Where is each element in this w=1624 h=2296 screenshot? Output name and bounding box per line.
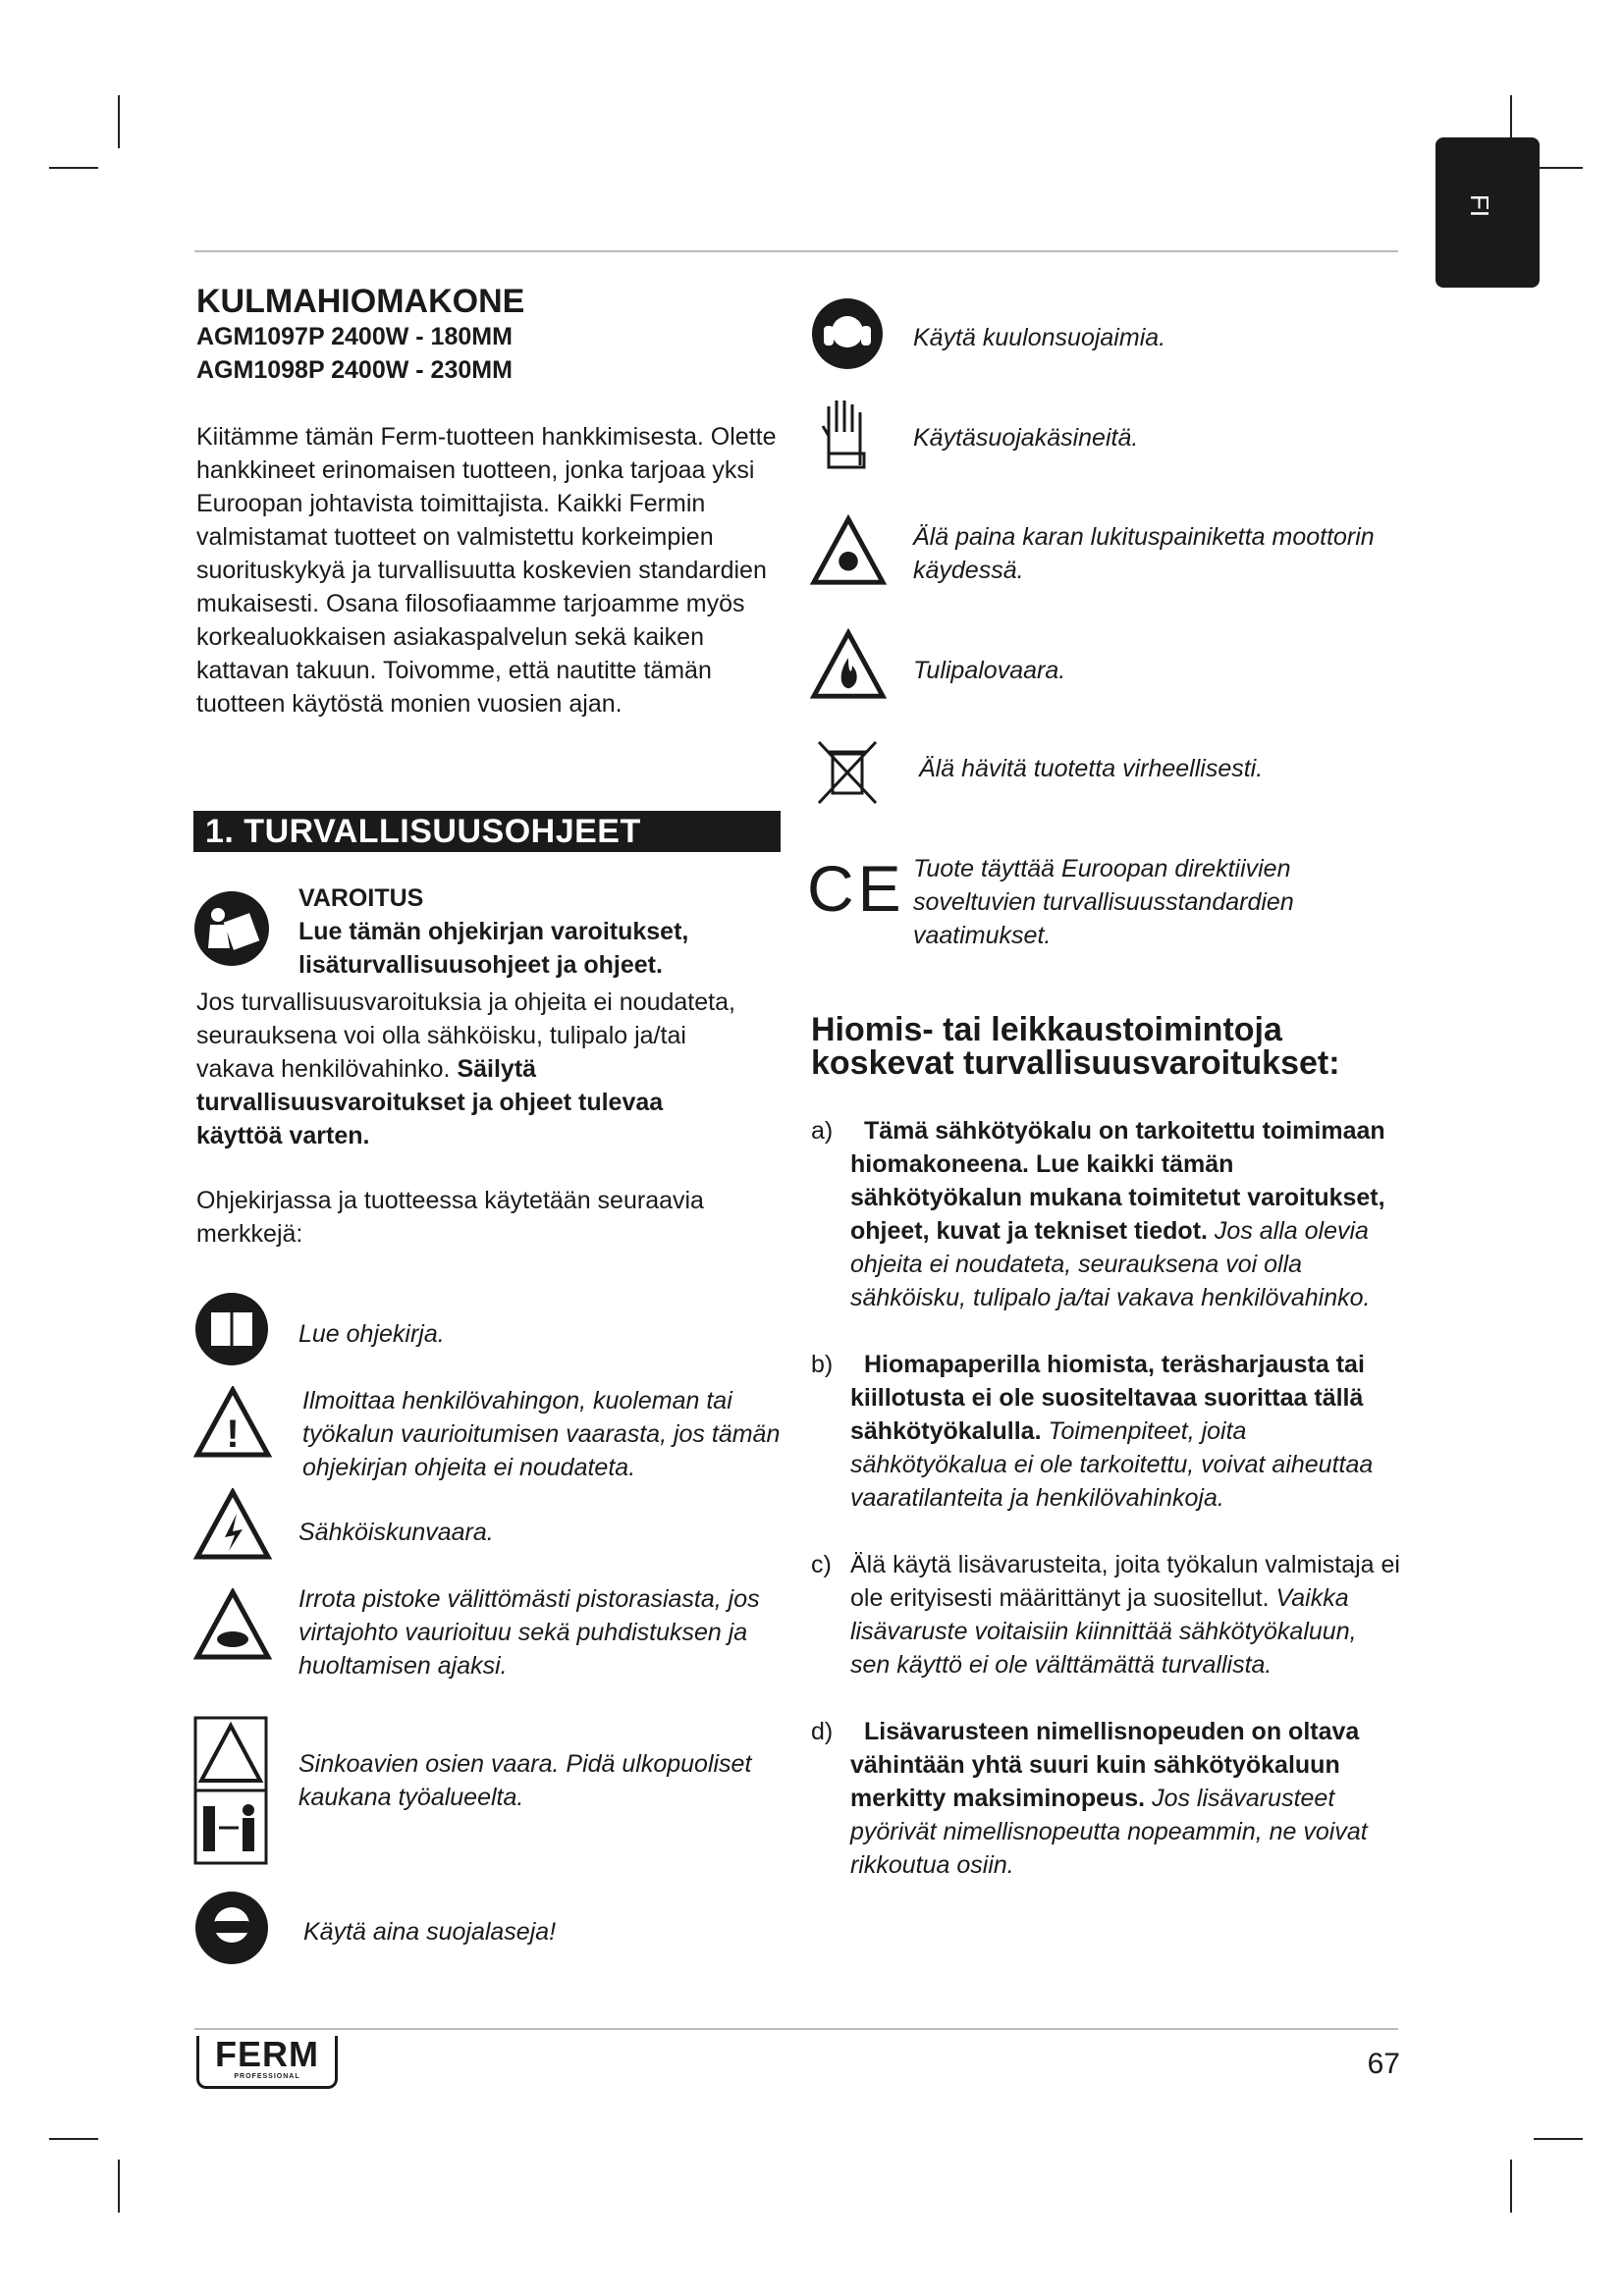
spindle-lock-icon <box>810 512 887 594</box>
model-line: AGM1097P 2400W - 180MM <box>196 323 513 350</box>
list-marker: d) <box>811 1718 834 1745</box>
warning-body <box>196 986 746 1152</box>
section-heading: 1. TURVALLISUUSOHJEET <box>193 811 781 852</box>
symbol-label: Sinkoavien osien vaara. Pidä ulkopuoliset kaukana työalueelta. <box>298 1750 752 1811</box>
unplug-icon <box>193 1588 272 1666</box>
symbol-label: Tulipalovaara. <box>913 657 1066 684</box>
symbol-label: Käytä kuulonsuojaimia. <box>913 324 1166 351</box>
warning-list <box>811 1114 1400 1882</box>
item-italic: Vaikka lisävaruste voitaisiin kiinnittää sähkötyökaluun, sen käyttö ei ole välttämättä turvallista. <box>850 1584 1357 1679</box>
warning-lead: Lue tämän ohjekirjan varoitukset, lisäturvallisuusohjeet ja ohjeet. <box>298 918 689 979</box>
symbols-intro: Ohjekirjassa ja tuotteessa käytetään seuraavia merkkejä: <box>196 1187 704 1248</box>
list-marker: c) <box>811 1551 832 1578</box>
symbol-label: Älä paina karan lukituspainiketta moottorin käydessä. <box>913 523 1375 584</box>
ear-protection-icon <box>810 296 885 376</box>
electric-shock-icon <box>193 1488 272 1566</box>
crop-mark <box>1534 2138 1583 2140</box>
logo-subtext: PROFESSIONAL <box>234 2073 300 2080</box>
intro-paragraph: Kiitämme tämän Ferm-tuotteen hankkimisesta. Olette hankkineet erinomaisen tuotteen, jonka tarjoaa yksi Euroopan johtavista toimittajista. Kaikki Fermin valmistamat tuotteet on valmistettu korkeimpien suorituskykyä ja turvallisuutta koskevien standardien mukaisesti. Osana filosofiaamme tarjoamme myös korkealuokkaisen asiakaspalvelun sekä kaiken kattavan takuun. Toivomme, että nautitte tämän tuotteen käytöstä monien vuosien ajan. <box>196 423 777 718</box>
symbol-label: Tuote täyttää Euroopan direktiivien soveltuvien turvallisuusstandardien vaatimukset. <box>913 855 1294 949</box>
header-rule <box>194 250 1398 252</box>
symbol-label: Käytä aina suojalaseja! <box>303 1918 557 1946</box>
warning-title: VAROITUS <box>298 884 424 912</box>
warning-body-text: Jos turvallisuusvaroituksia ja ohjeita ei noudateta, seurauksena voi olla sähköisku, tulipalo ja/tai vakava henkilövahinko. <box>196 988 735 1083</box>
list-item <box>811 1114 1400 1314</box>
safety-goggles-icon <box>193 1890 270 1971</box>
warning-triangle-icon <box>193 1386 272 1464</box>
weee-bin-icon <box>815 738 880 812</box>
crop-mark <box>118 95 120 148</box>
ce-mark-icon: CE <box>807 852 905 925</box>
svg-text:!: ! <box>226 1413 240 1456</box>
crop-mark <box>1534 167 1583 169</box>
item-bold: Hiomapaperilla hiomista, teräsharjausta tai kiillotusta ei ole suositeltavaa suorittaa tällä sähkötyökalulla. <box>850 1351 1365 1445</box>
fire-hazard-icon <box>810 626 887 708</box>
symbol-label: Sähköiskunvaara. <box>298 1519 494 1546</box>
list-item <box>811 1715 1400 1882</box>
crop-mark <box>1510 2160 1512 2213</box>
symbol-label: Ilmoittaa henkilövahingon, kuoleman tai työkalun vaurioitumisen vaarasta, jos tämän ohjekirjan ohjeita ei noudateta. <box>302 1387 781 1481</box>
read-manual-warning-icon <box>192 889 271 973</box>
list-marker: b) <box>811 1351 834 1378</box>
list-marker: a) <box>811 1117 834 1145</box>
ferm-logo <box>196 2036 338 2089</box>
logo-text: FERM <box>215 2034 319 2074</box>
page-title: KULMAHIOMAKONE <box>196 283 525 320</box>
language-tab-label: FI <box>1465 194 1494 218</box>
warning-body-bold: Säilytä turvallisuusvaroitukset ja ohjeet tulevaa käyttöä varten. <box>196 1055 664 1149</box>
list-item <box>811 1548 1400 1682</box>
item-text: Älä käytä lisävarusteita, joita työkalun valmistaja ei ole erityisesti määrittänyt ja suositellut. <box>850 1551 1400 1612</box>
symbol-label: Lue ohjekirja. <box>298 1320 445 1348</box>
symbol-label: Käytäsuojakäsineitä. <box>913 424 1139 452</box>
page-number: 67 <box>1367 2048 1400 2080</box>
model-line: AGM1098P 2400W - 230MM <box>196 356 513 384</box>
item-italic: Jos alla olevia ohjeita ei noudateta, seurauksena voi olla sähköisku, tulipalo ja/tai vakava henkilövahinko. <box>850 1217 1371 1311</box>
title-block <box>196 283 785 387</box>
item-bold: Tämä sähkötyökalu on tarkoitettu toimimaan hiomakoneena. Lue kaikki tämän sähkötyökalun mukana toimitetut varoitukset, ohjeet, kuvat ja tekniset tiedot. <box>850 1117 1385 1245</box>
item-bold: Lisävarusteen nimellisnopeuden on oltava vähintään yhtä suuri kuin sähkötyökaluun merkitty maksiminopeus. <box>850 1718 1360 1812</box>
flying-debris-icon <box>193 1716 268 1870</box>
crop-mark <box>49 2138 98 2140</box>
crop-mark <box>49 167 98 169</box>
manual-book-icon <box>193 1291 270 1372</box>
warning-block <box>298 881 789 982</box>
symbol-label: Irrota pistoke välittömästi pistorasiasta, jos virtajohto vaurioituu sekä puhdistuksen ja huoltamisen ajaksi. <box>298 1585 760 1680</box>
item-italic: Toimenpiteet, joita sähkötyökalua ei ole tarkoitettu, voivat aiheuttaa vaaratilanteita ja henkilövahinkoja. <box>850 1417 1374 1512</box>
crop-mark <box>118 2160 120 2213</box>
footer-rule <box>194 2028 1398 2030</box>
subsection-heading: Hiomis- tai leikkaustoimintoja koskevat turvallisuusvaroitukset: <box>811 1011 1340 1082</box>
gloves-icon <box>815 397 878 476</box>
symbol-label: Älä hävitä tuotetta virheellisesti. <box>919 755 1264 782</box>
language-tab <box>1435 137 1540 288</box>
list-item <box>811 1348 1400 1515</box>
item-italic: Jos lisävarusteet pyörivät nimellisnopeutta nopeammin, ne voivat rikkoutua osiin. <box>850 1785 1368 1879</box>
